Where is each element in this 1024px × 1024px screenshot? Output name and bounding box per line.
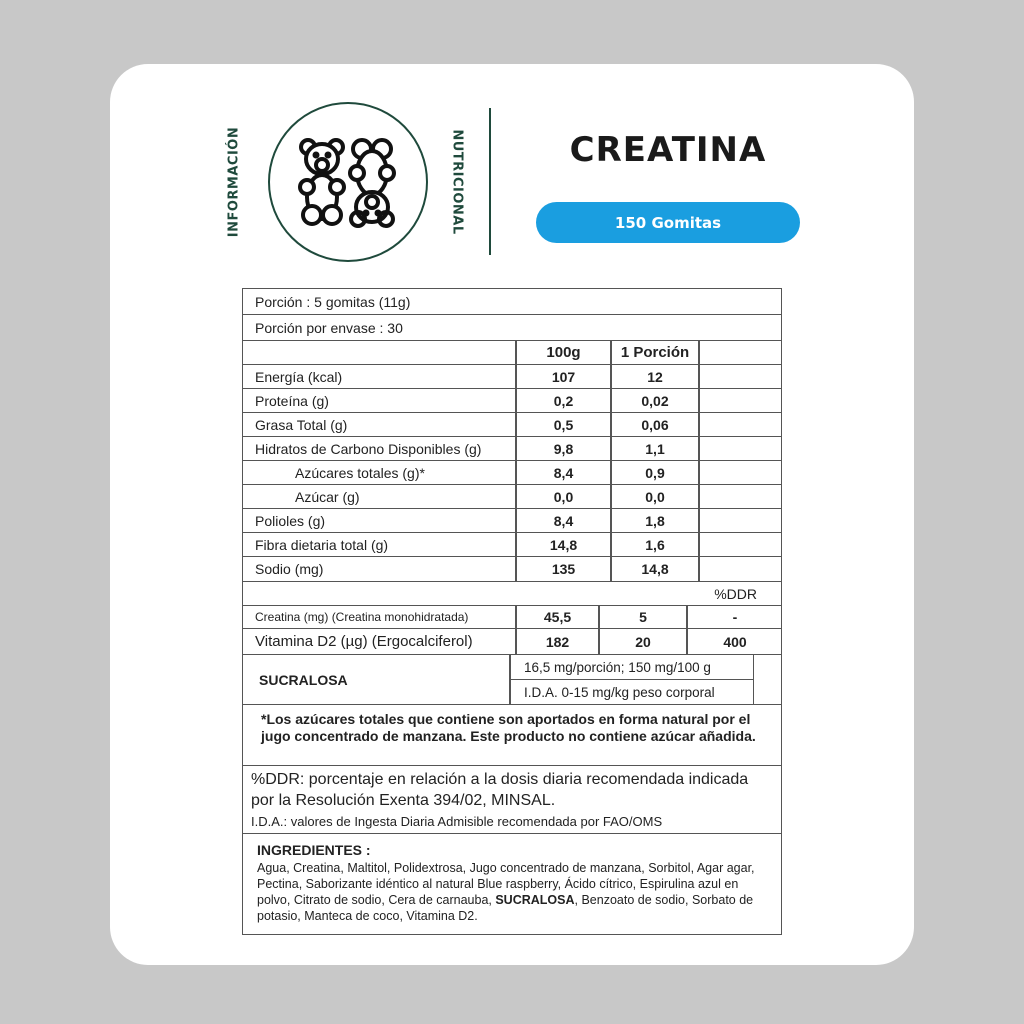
row-ddr: 400	[723, 633, 747, 650]
row-portion: 20	[635, 633, 651, 650]
ddr-note: %DDR: porcentaje en relación a la dosis diaria recomendada indicada por la Resolución Exenta 394/02, MINSAL.	[251, 771, 749, 809]
vertical-title-right: NUTRICIONAL	[449, 129, 465, 235]
row-portion: 1,6	[645, 536, 665, 553]
ddr-notes	[243, 766, 781, 834]
row-per100: 0,5	[553, 416, 574, 433]
servings-per-container-row	[243, 315, 781, 341]
row-portion: 1,8	[645, 512, 665, 529]
row-portion: 0,9	[645, 464, 665, 481]
table-row	[243, 413, 781, 437]
row-label: Creatina (mg) (Creatina monohidratada)	[255, 610, 469, 624]
row-per100: 0,0	[553, 488, 574, 505]
ddr-header: %DDR	[714, 585, 757, 602]
quantity-badge: 150 Gomitas	[536, 202, 800, 243]
vertical-title-left: INFORMACIÓN	[226, 126, 242, 238]
sucralosa-ida: I.D.A. 0-15 mg/kg peso corporal	[510, 680, 754, 705]
header-divider	[489, 108, 491, 255]
row-label: Azúcar (g)	[295, 488, 360, 505]
gummy-bears-icon	[268, 102, 428, 262]
ddr-header-row	[243, 582, 781, 606]
row-per100: 107	[551, 368, 576, 385]
table-row	[243, 437, 781, 461]
table-row	[243, 485, 781, 509]
column-header-row	[243, 341, 781, 365]
row-portion: 14,8	[641, 561, 669, 577]
table-row	[243, 389, 781, 413]
sugar-footnote: *Los azúcares totales que contiene son aportados en forma natural por el jugo concentrado de manzana. Este producto no contiene azúcar añadida.	[243, 705, 781, 766]
row-portion: 5	[639, 609, 647, 625]
table-row	[243, 629, 781, 655]
row-per100: 8,4	[553, 512, 574, 529]
ingredients-highlight: SUCRALOSA	[495, 893, 575, 907]
row-per100: 14,8	[549, 536, 578, 553]
serving-row	[243, 289, 781, 315]
row-per100: 0,2	[553, 392, 574, 409]
ingredients-title: INGREDIENTES :	[257, 842, 371, 858]
row-ddr: -	[732, 609, 738, 625]
row-label: Grasa Total (g)	[255, 416, 348, 433]
row-per100: 182	[545, 633, 570, 650]
row-label: Energía (kcal)	[255, 368, 343, 385]
row-per100: 45,5	[543, 609, 572, 625]
row-label: Vitamina D2 (µg) (Ergocalciferol)	[255, 633, 473, 650]
ingredients-text	[243, 860, 781, 924]
row-label: Fibra dietaria total (g)	[255, 536, 389, 553]
row-label: Sodio (mg)	[255, 561, 324, 577]
table-row	[243, 557, 781, 582]
table-row	[243, 606, 781, 629]
row-label: Proteína (g)	[255, 392, 329, 409]
row-portion: 0,02	[641, 392, 669, 409]
table-row	[243, 509, 781, 533]
table-row	[243, 461, 781, 485]
row-per100: 135	[551, 561, 576, 577]
row-per100: 9,8	[553, 440, 574, 457]
ingredients-part: , Benzoato de sodio, Sorbato de potasio, Manteca de coco, Vitamina D2.	[257, 893, 754, 923]
row-portion: 12	[647, 368, 663, 385]
nutrition-table	[242, 288, 782, 935]
servings-per-container: Porción por envase : 30	[255, 319, 403, 336]
row-label: Azúcares totales (g)*	[295, 464, 425, 481]
table-row	[243, 533, 781, 557]
row-label: Hidratos de Carbono Disponibles (g)	[255, 440, 482, 457]
sucralosa-amount: 16,5 mg/porción; 150 mg/100 g	[510, 655, 754, 680]
serving-size: Porción : 5 gomitas (11g)	[255, 293, 411, 310]
sucralosa-row	[243, 655, 781, 705]
row-portion: 0,06	[641, 416, 669, 433]
product-title: CREATINA	[569, 130, 767, 170]
col-portion: 1 Porción	[620, 344, 690, 361]
sucralosa-label: SUCRALOSA	[259, 671, 348, 688]
row-portion: 0,0	[645, 488, 665, 505]
ingredients-part: Agua, Creatina, Maltitol, Polidextrosa, Jugo concentrado de manzana, Sorbitol, Agar agar, Pectina, Saborizante idéntico al natural Blue raspberry, Ácido cítrico, Espirulina azul en polvo, Citrato de sodio, Cera de carnauba,	[257, 861, 755, 907]
table-row	[243, 365, 781, 389]
row-per100: 8,4	[553, 464, 574, 481]
ida-note: I.D.A.: valores de Ingesta Diaria Admisible recomendada por FAO/OMS	[251, 814, 663, 829]
col-100g: 100g	[546, 344, 581, 361]
row-label: Polioles (g)	[255, 512, 326, 529]
ingredients-section	[243, 834, 781, 924]
row-portion: 1,1	[645, 440, 665, 457]
